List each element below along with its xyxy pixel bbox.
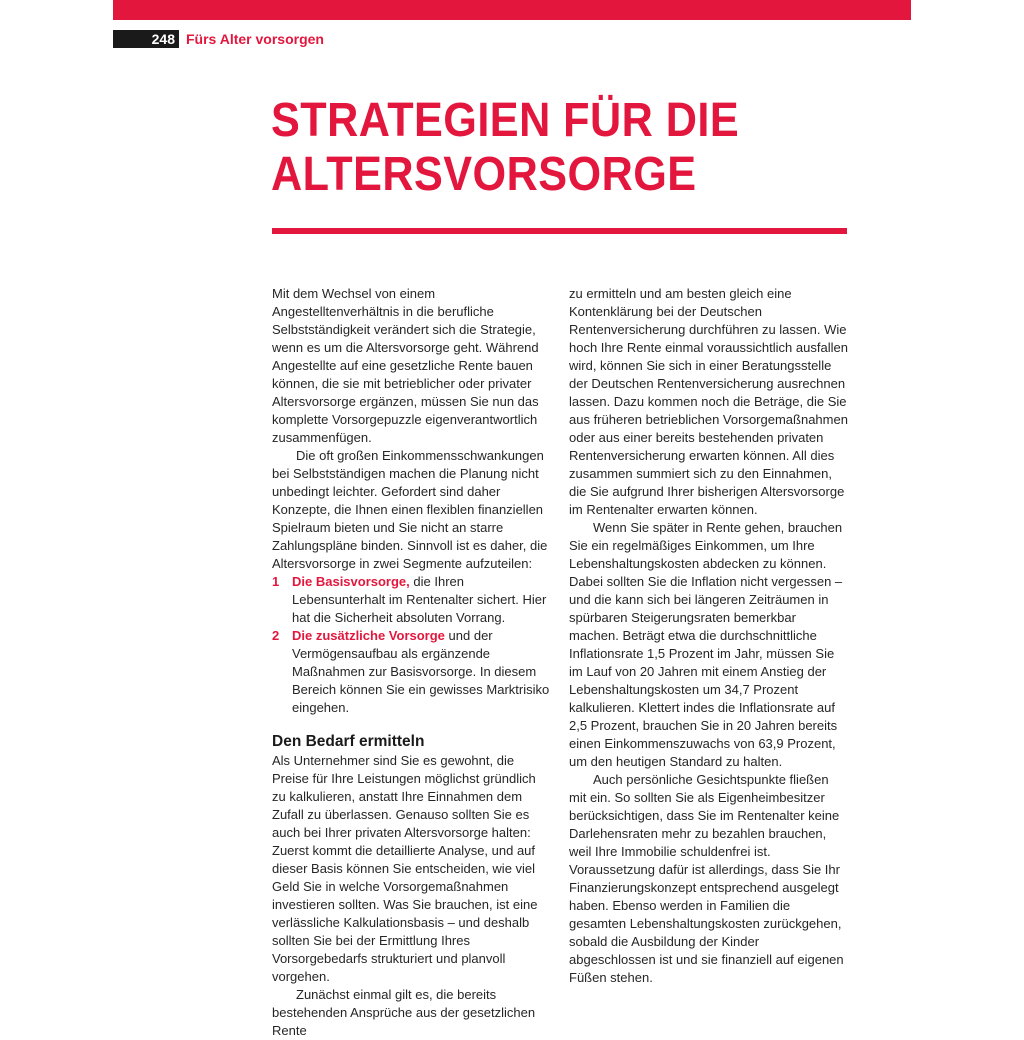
running-header xyxy=(113,30,324,48)
list-text xyxy=(292,573,552,627)
top-accent-bar xyxy=(113,0,911,20)
list-description: und der Vermögensaufbau als ergänzende Maßnahmen zur Basisvorsorge. In diesem Bereich können Sie ein gewisses Marktrisiko eingehen. xyxy=(292,628,550,715)
page-number: 248 xyxy=(113,30,179,48)
list-item-basisvorsorge xyxy=(272,573,552,627)
list-number: 1 xyxy=(272,574,280,589)
paragraph: Wenn Sie später in Rente gehen, brauchen Sie ein regelmäßiges Einkommen, um Ihre Lebenshaltungskosten abdecken zu können. Dabei sollten Sie die Inflation nicht vergessen – und die kann sich bei längeren Zeiträumen in spürbaren Steigerungsraten bemerkbar machen. Beträgt etwa die durchschnittliche Inflationsrate 1,5 Prozent im Jahr, müssen Sie im Lauf von 20 Jahren mit einem Anstieg der Lebenshaltungskosten um 34,7 Prozent kalkulieren. Klettert indes die Inflationsrate auf 2,5 Prozent, brauchen Sie in 20 Jahren bereits einen Einkommenszuwachs von 63,9 Prozent, um den heutigen Standard zu halten. xyxy=(569,520,843,769)
page-title-line-1: STRATEGIEN FÜR DIE xyxy=(271,94,740,147)
right-column xyxy=(569,285,849,987)
paragraph: Die oft großen Einkommensschwankungen bei Selbstständigen machen die Planung nicht unbedingt leichter. Gefordert sind daher Konzepte, die Ihnen einen flexiblen finanziellen Spielraum bieten und Sie nicht an starre Zahlungspläne binden. Sinnvoll ist es daher, die Altersvorsorge in zwei Segmente aufzuteilen: xyxy=(272,448,548,571)
section-title: Fürs Alter vorsorgen xyxy=(186,31,324,47)
list-text xyxy=(292,627,552,717)
paragraph: Mit dem Wechsel von einem Angestelltenverhältnis in die berufliche Selbstständigkeit verändert sich die Strategie, wenn es um die Altersvorsorge geht. Während Angestellte auf eine gesetzliche Rente bauen können, die sie mit betrieblicher oder privater Altersvorsorge ergänzen, müssen Sie nun das komplette Vorsorgepuzzle eigenverantwortlich zusammenfügen. xyxy=(272,286,539,445)
paragraph: Zunächst einmal gilt es, die bereits bestehenden Ansprüche aus der gesetzlichen Rente xyxy=(272,987,536,1038)
paragraph: Als Unternehmer sind Sie es gewohnt, die Preise für Ihre Leistungen möglichst gründlich zu kalkulieren, anstatt Ihre Einnahmen dem Zufall zu überlassen. Genauso sollten Sie es auch bei Ihrer privaten Altersvorsorge halten: Zuerst kommt die detaillierte Analyse, und auf dieser Basis können Sie entscheiden, wie viel Geld Sie in welche Vorsorgemaßnahmen investieren sollten. Was Sie brauchen, ist eine verlässliche Kalkulationsbasis – und deshalb sollten Sie bei der Ermittlung Ihres Vorsorgebedarfs strukturiert und planvoll vorgehen. xyxy=(272,753,538,984)
list-description: die Ihren Lebensunterhalt im Rentenalter sichert. Hier hat die Sicherheit absoluten Vorrang. xyxy=(292,574,547,625)
title-divider xyxy=(272,228,847,234)
page-title xyxy=(271,94,739,202)
subheading: Den Bedarf ermitteln xyxy=(272,733,425,750)
list-term: Die Basisvorsorge, xyxy=(292,574,410,589)
left-column xyxy=(272,285,552,1040)
page-title-line-2: ALTERSVORSORGE xyxy=(271,148,697,201)
list-number: 2 xyxy=(272,628,280,643)
list-term: Die zusätzliche Vorsorge xyxy=(292,628,445,643)
paragraph: Auch persönliche Gesichtspunkte fließen mit ein. So sollten Sie als Eigenheimbesitzer berücksichtigen, dass Sie im Rentenalter keine Darlehensraten mehr zu bezahlen brauchen, weil Ihre Immobilie schuldenfrei ist. Voraussetzung dafür ist allerdings, dass Sie Ihr Finanzierungskonzept entsprechend ausgelegt haben. Ebenso werden in Familien die gesamten Lebenshaltungskosten zurückgehen, sobald die Ausbildung der Kinder abgeschlossen ist und sie finanziell auf eigenen Füßen stehen. xyxy=(569,772,844,985)
list-item-zusaetzliche-vorsorge xyxy=(272,627,552,717)
paragraph: zu ermitteln und am besten gleich eine Kontenklärung bei der Deutschen Rentenversicherung durchführen zu lassen. Wie hoch Ihre Rente einmal voraussichtlich ausfallen wird, können Sie sich in einer Beratungsstelle der Deutschen Rentenversicherung ausrechnen lassen. Dazu kommen noch die Beträge, die Sie aus früheren betrieblichen Vorsorgemaßnahmen oder aus einer bereits bestehenden privaten Rentenversicherung erwarten können. All dies zusammen summiert sich zu den Einnahmen, die Sie aufgrund Ihrer bisherigen Altersvorsorge im Rentenalter erwarten können. xyxy=(569,286,848,517)
